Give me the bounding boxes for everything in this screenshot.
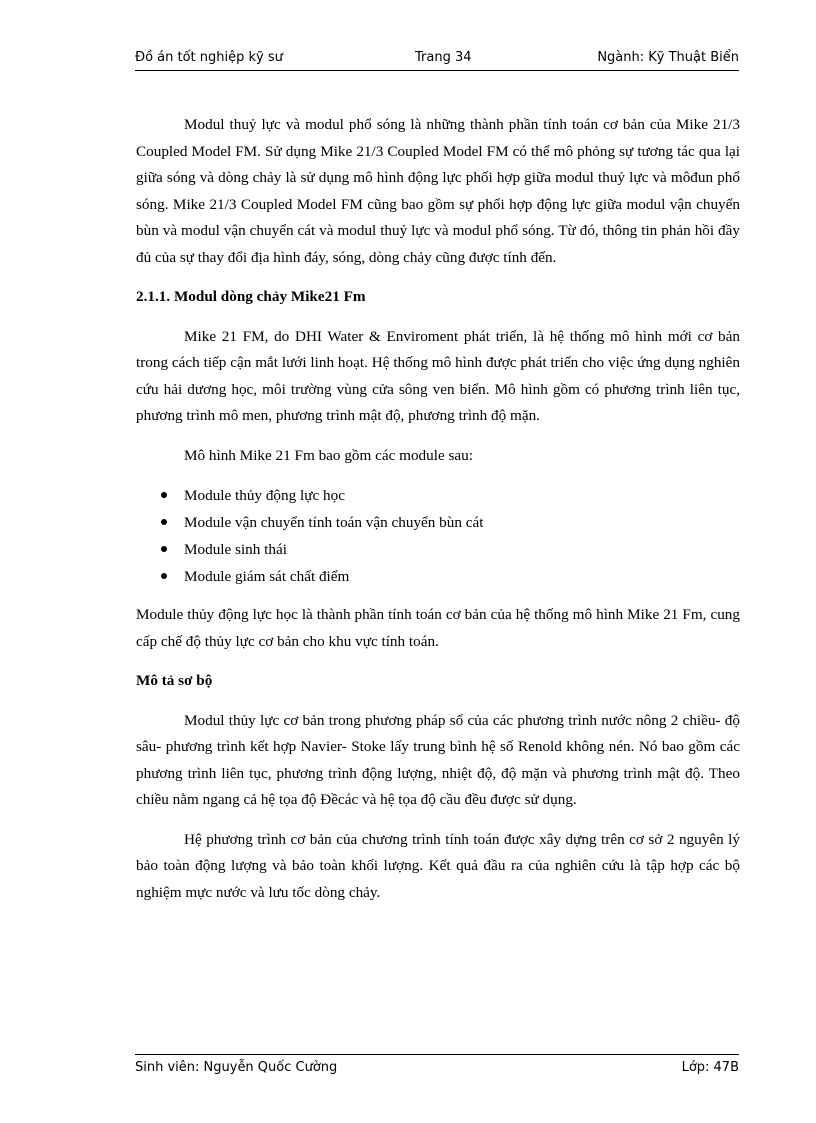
page-body — [136, 112, 740, 919]
paragraph-hydrodynamic: Module thủy động lực học là thành phần tính toán cơ bản của hệ thống mô hình Mike 21 Fm, cung cấp chế độ thủy lực cơ bản cho khu vực tính toán. — [136, 606, 740, 650]
list-item-text: Module thủy động lực học — [184, 487, 345, 504]
list-item-text: Module sinh thái — [184, 541, 287, 558]
list-item — [184, 536, 740, 563]
list-item — [184, 509, 740, 536]
footer-class: Lớp: 47B — [681, 1060, 739, 1075]
list-item-text: Module giám sát chất điểm — [184, 568, 350, 585]
header-thesis-title: Đồ án tốt nghiệp kỹ sư — [135, 50, 283, 65]
page-header — [135, 48, 739, 71]
bullet-icon — [161, 573, 167, 579]
paragraph-overview: Modul thủy lực cơ bản trong phương pháp số của các phương trình nước nông 2 chiều- độ sâu- phương trình kết hợp Navier- Stoke lấy trung bình hệ số Renold không nén. Nó bao gồm các phương trình liên tục, phương trình động lượng, nhiệt độ, độ mặn và phương trình mật độ. Theo chiều nằm ngang cả hệ tọa độ Đềcác và hệ tọa độ cầu đều được sử dụng. — [136, 711, 740, 808]
paragraph-equations: Hệ phương trình cơ bản của chương trình tính toán được xây dựng trên cơ sở 2 nguyên lý bảo toàn động lượng và bảo toàn khối lượng. Kết quả đầu ra của nghiên cứu là tập hợp các bộ nghiệm mực nước và lưu tốc dòng chảy. — [136, 830, 740, 901]
section-heading-2-1-1: 2.1.1. Modul dòng chảy Mike21 Fm — [136, 288, 366, 305]
paragraph-mike21fm: Mike 21 FM, do DHI Water & Enviroment phát triển, là hệ thống mô hình mới cơ bản trong cách tiếp cận mắt lưới linh hoạt. Hệ thống mô hình được phát triển cho việc ứng dụng nghiên cứu hải dương học, môi trường vùng cửa sông ven biển. Mô hình gồm có phương trình liên tục, phương trình mô men, phương trình mật độ, phương trình độ mặn. — [136, 327, 740, 424]
list-item — [184, 482, 740, 509]
paragraph-intro: Modul thuỷ lực và modul phổ sóng là những thành phần tính toán cơ bản của Mike 21/3 Coupled Model FM. Sử dụng Mike 21/3 Coupled Model FM có thể mô phỏng sự tương tác qua lại giữa sóng và dòng chảy là sử dụng mô hình động lực phối hợp giữa modul thuỷ lực và môđun phổ sóng. Mike 21/3 Coupled Model FM cũng bao gồm sự phối hợp động lực giữa modul vận chuyển bùn và modul vận chuyển cát và modul thuỷ lực và modul phổ sóng. Từ đó, thông tin phản hồi đầy đủ của sự thay đổi địa hình đáy, sóng, dòng chảy cũng được tính đến. — [136, 116, 740, 266]
bullet-icon — [161, 519, 167, 525]
section-heading-overview: Mô tả sơ bộ — [136, 672, 213, 689]
bullet-icon — [161, 492, 167, 498]
module-list — [136, 482, 740, 590]
header-page-number: Trang 34 — [415, 50, 472, 65]
list-item-text: Module vận chuyển tính toán vận chuyển bùn cát — [184, 514, 484, 531]
bullet-icon — [161, 546, 167, 552]
paragraph-modules-intro: Mô hình Mike 21 Fm bao gồm các module sau: — [184, 446, 473, 464]
header-major: Ngành: Kỹ Thuật Biển — [597, 50, 739, 65]
footer-student-name: Sinh viên: Nguyễn Quốc Cường — [135, 1060, 338, 1075]
page-footer — [135, 1054, 739, 1079]
list-item — [184, 563, 740, 590]
